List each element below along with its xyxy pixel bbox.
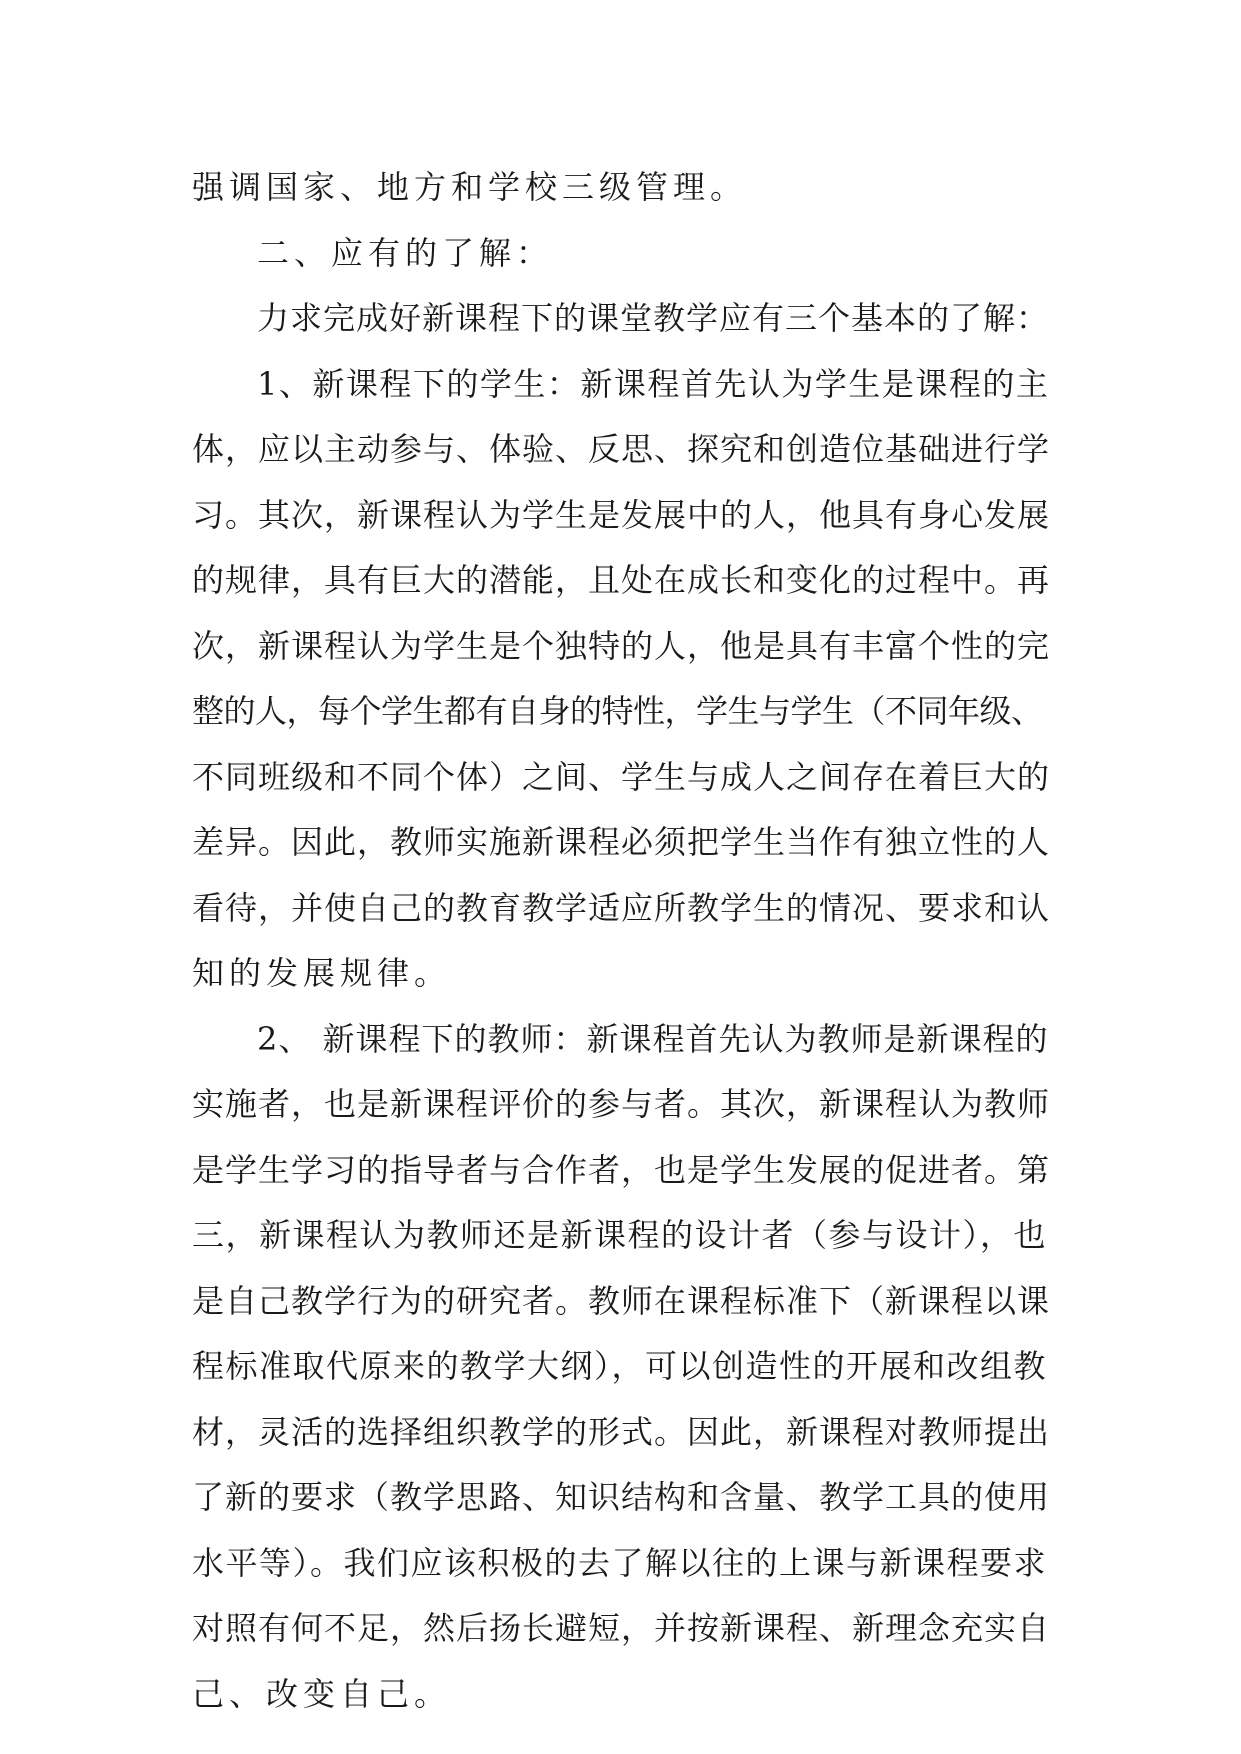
text-line: 程标准取代原来的教学大纲），可以创造性的开展和改组教: [192, 1347, 1048, 1385]
text-line: 对照有何不足，然后扬长避短，并按新课程、新理念充实自: [192, 1609, 1051, 1647]
text-line: 实施者，也是新课程评价的参与者。其次，新课程认为教师: [192, 1085, 1051, 1123]
text-line: 强调国家、地方和学校三级管理。: [192, 168, 748, 206]
text-line: 2、 新课程下的教师：新课程首先认为教师是新课程的: [257, 1020, 1049, 1058]
text-line: 三，新课程认为教师还是新课程的设计者（参与设计），也: [192, 1216, 1048, 1254]
text-line: 看待，并使自己的教育教学适应所教学生的情况、要求和认: [192, 889, 1051, 927]
text-line: 体，应以主动参与、体验、反思、探究和创造位基础进行学: [192, 430, 1051, 468]
text-line: 整的人，每个学生都有自身的特性，学生与学生（不同年级、: [192, 692, 1043, 730]
text-line: 材，灵活的选择组织教学的形式。因此，新课程对教师提出: [192, 1413, 1051, 1451]
text-line: 了新的要求（教学思路、知识结构和含量、教学工具的使用: [192, 1478, 1051, 1516]
text-line: 1、新课程下的学生：新课程首先认为学生是课程的主: [257, 365, 1050, 403]
text-line: 己、改变自己。: [192, 1675, 452, 1713]
text-line: 习。其次，新课程认为学生是发展中的人，他具有身心发展: [192, 496, 1051, 534]
text-line: 是学生学习的指导者与合作者，也是学生发展的促进者。第: [192, 1151, 1051, 1189]
text-line: 次，新课程认为学生是个独特的人，他是具有丰富个性的完: [192, 627, 1051, 665]
text-line: 差异。因此，教师实施新课程必须把学生当作有独立性的人: [192, 823, 1051, 861]
text-line: 水平等）。我们应该积极的去了解以往的上课与新课程要求: [192, 1544, 1048, 1582]
text-line: 是自己教学行为的研究者。教师在课程标准下（新课程以课: [192, 1282, 1051, 1320]
section-heading: 二、应有的了解：: [257, 234, 554, 272]
text-line: 知的发展规律。: [192, 954, 452, 992]
text-line: 力求完成好新课程下的课堂教学应有三个基本的了解：: [257, 299, 1050, 337]
text-line: 不同班级和不同个体）之间、学生与成人之间存在着巨大的: [192, 758, 1051, 796]
text-line: 的规律，具有巨大的潜能，且处在成长和变化的过程中。再: [192, 561, 1051, 599]
